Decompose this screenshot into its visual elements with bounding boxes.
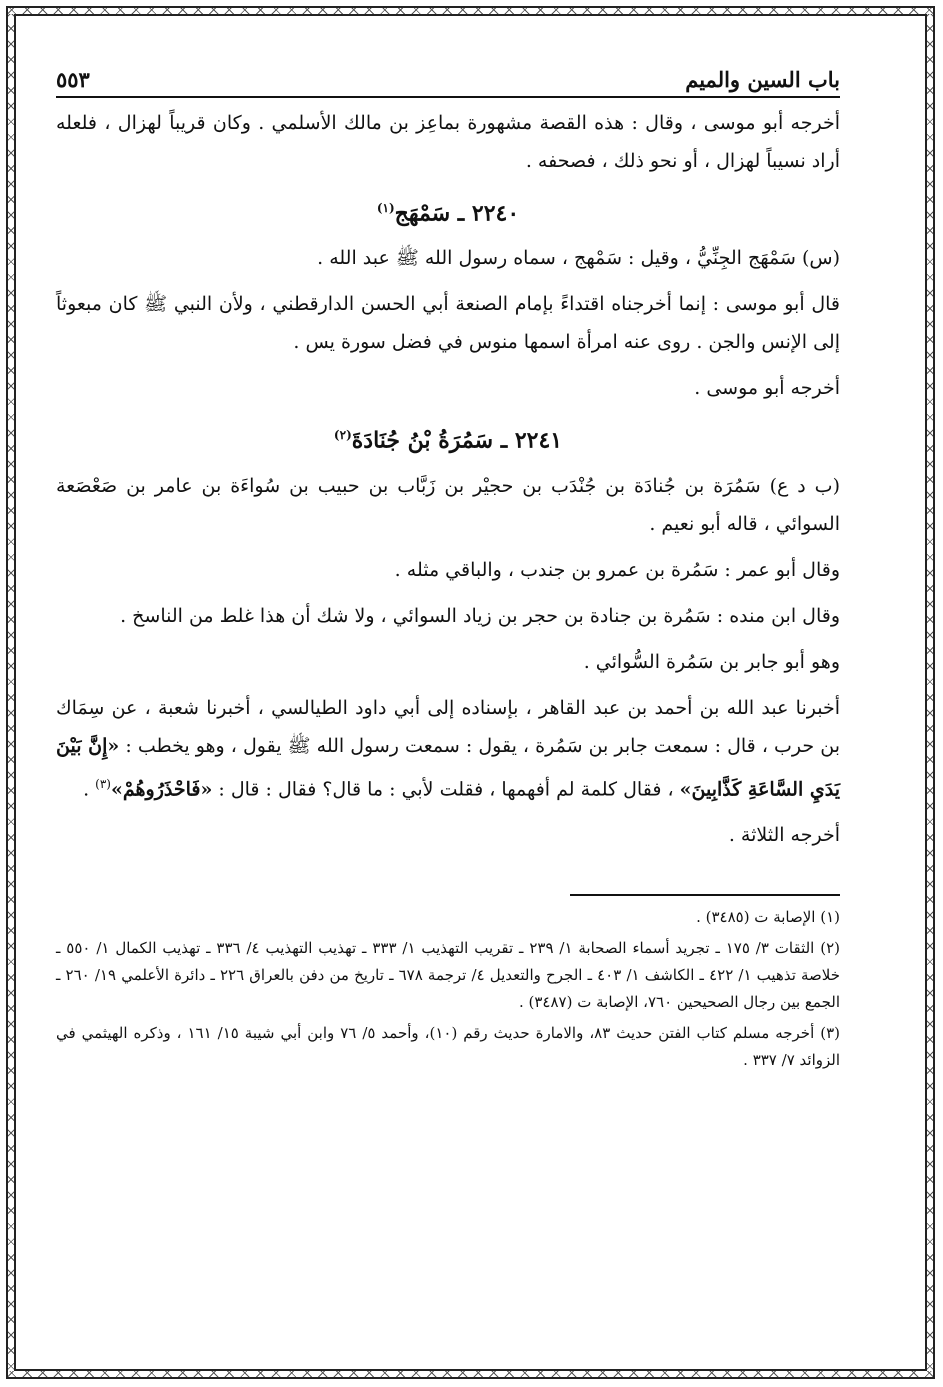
page-number: ٥٥٣ (56, 67, 90, 92)
paragraph: قال أبو موسى : إنما أخرجناه اقتداءً بإمام الصنعة أبي الحسن الدارقطني ، ولأن النبي ﷺ كان مبعوثاً إلى الإنس والجن . روى عنه امرأة اسمها منوس في فضل سورة يس . (56, 293, 840, 354)
entry-name: سَمْهَج (394, 200, 451, 227)
footnote-ref: (٣) (95, 776, 111, 791)
page-content (56, 62, 840, 1078)
paragraph: وهو أبو جابر بن سَمُرة السُّوائي . (583, 650, 840, 673)
entry-heading-2241: ٢٢٤١ ـ سَمُرَةُ بْنُ جُنَادَةَ$^{(٢)}$ (333, 427, 563, 454)
paragraph: أخرجه أبو موسى ، وقال : هذه القصة مشهورة بماعِز بن مالك الأسلمي . وكان قريباً لهزال ، فلعله أراد نسيباً لهزال ، أو نحو ذلك ، فصحفه . (56, 112, 840, 172)
paragraph: وقال أبو عمر : سَمُرة بن عمرو بن جندب ، والباقي مثله . (394, 558, 840, 581)
chapter-title: باب السين والميم (685, 67, 840, 92)
entry-number: ٢٢٤٠ (471, 200, 520, 227)
paragraph: وقال ابن منده : سَمُرة بن جنادة بن حجر بن زياد السوائي ، ولا شك أن هذا غلط من الناسخ . (120, 604, 840, 627)
footnote-ref: (٢) (333, 428, 352, 443)
main-text (56, 104, 840, 854)
footnotes (56, 904, 840, 1074)
paragraph: أخرجه أبو موسى . (694, 377, 840, 400)
footnote-ref: (١) (376, 201, 395, 215)
entry-heading-2240: ٢٢٤٠ ـ سَمْهَج$^{(١)}$ (376, 200, 520, 227)
footnote: (١) الإصابة ت (٣٤٨٥) . (696, 907, 840, 926)
hadith-chain: أخبرنا عبد الله بن أحمد بن عبد القاهر ، بإسناده إلى أبي داود الطيالسي ، أخبرنا شعبة ، عن سِمَاك بن حرب ، قال : سمعت جابر بن سَمُرة ، يقول : سمعت رسول الله ﷺ يقول ، وهو يخطب : (56, 696, 840, 757)
footnote: (٣) أخرجه مسلم كتاب الفتن حديث ٨٣، والامارة حديث رقم (١٠)، وأحمد ٥/ ٧٦ وابن أبي شيبة ١٥/ ١٦١ ، وذكره الهيثمي في الزوائد ٧/ ٣٣٧ . (56, 1023, 840, 1069)
paragraph: (س) سَمْهَج الجِنِّيُّ ، وقيل : سَمْهج ، سماه رسول الله ﷺ عبد الله . (317, 247, 840, 270)
hadith-quote: «إِنَّ بَيْنَ يَدَيِ السَّاعَةِ كَذَّابِينَ» (56, 734, 840, 800)
footnote: (٢) الثقات ٣/ ١٧٥ ـ تجريد أسماء الصحابة ١/ ٢٣٩ ـ تقريب التهذيب ١/ ٣٣٣ ـ تهذيب التهذيب ٤/ ٣٣٦ ـ تهذيب الكمال ١/ ٥٥٠ ـ خلاصة تذهيب ١/ ٤٢٢ ـ الكاشف ١/ ٤٠٣ ـ الجرح والتعديل ٤/ ترجمة ٦٧٨ ـ تاريخ من دفن بالعراق ٢٢٦ ـ دائرة الأعلمي ١٩/ ٢٦٠ ـ الجمع بين رجال الصحيحين ٧٦٠، الإصابة ت (٣٤٨٧) . (56, 938, 841, 1011)
hadith-text: ، فقال كلمة لم أفهمها ، فقلت لأبي : ما قال؟ فقال : قال : (218, 777, 674, 800)
punctuation: . (83, 777, 90, 800)
entry-number: ٢٢٤١ (514, 427, 563, 454)
footnote-divider (570, 894, 840, 896)
hadith-quote: «فَاحْذَرُوهُمْ» (110, 777, 213, 800)
paragraph: أخرجه الثلاثة . (728, 823, 840, 846)
running-header (56, 62, 840, 98)
hadith-paragraph (56, 689, 840, 808)
entry-name: سَمُرَةُ بْنُ جُنَادَةَ (351, 427, 494, 454)
paragraph: (ب د ع) سَمُرَة بن جُنادَة بن جُنْدَب بن حجيْر بن زَبَّاب بن حبيب بن سُواءَة بن عامر بن صَعْصَعة السوائي ، قاله أبو نعيم . (56, 474, 840, 535)
